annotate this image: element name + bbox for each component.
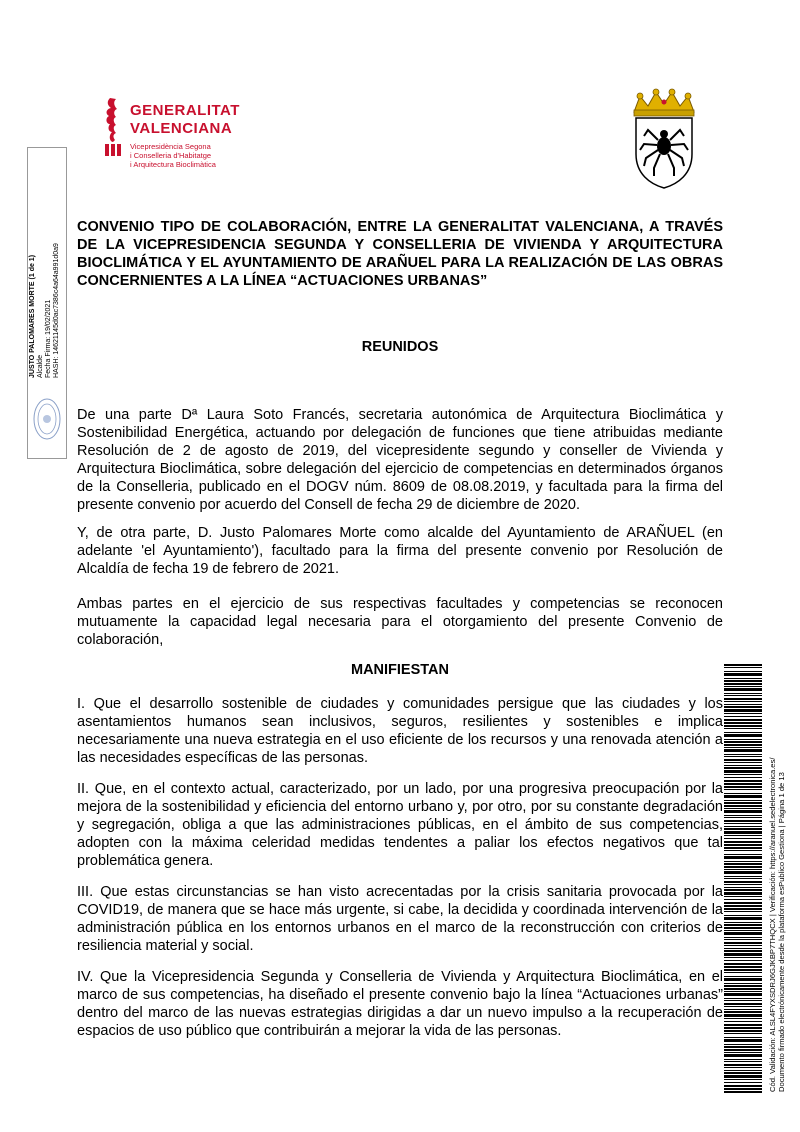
logo-subtitle-3: i Arquitectura Bioclimàtica [130, 160, 216, 169]
paragraph: III. Que estas circunstancias se han visto acrecentadas por la crisis sanitaria provocada por la COVID19, de manera que se hace más urgente, si cabe, la decidida y coordinada intervención de la administración pública en los entornos urbanos en el marco de la reconstrucción con criterios de resiliencia material y social. [77, 884, 723, 954]
paragraph: IV. Que la Vicepresidencia Segunda y Conselleria de Vivienda y Arquitectura Bioclimática, en el marco de sus competencias, ha diseñado el presente convenio bajo la línea “Actuaciones urbanas” dentro del marco de las nuevas estrategias dirigidas a dar un nuevo impulso a la recuperación de espacios de uso público que contribuirán a mejorar la vida de las personas. [77, 969, 723, 1039]
generalitat-logo [100, 96, 240, 176]
verification-line-2: Documento firmado electrónicamente desde la plataforma esPublico Gestiona | Página 1 de 13 [777, 772, 786, 1092]
signature-stamp [29, 128, 61, 378]
paragraph: Ambas partes en el ejercicio de sus respectivas facultades y competencias se reconocen mutuamente la capacidad legal necesaria para el otorgamiento del presente Convenio de colaboración, [77, 596, 723, 648]
paragraph: Y, de otra parte, D. Justo Palomares Morte como alcalde del Ayuntamiento de ARAÑUEL (en adelante 'el Ayuntamiento'), facultado para la firma del presente convenio por Resolución de Alcaldía de fecha 19 de febrero de 2021. [77, 525, 723, 577]
signature-hash: HASH: 14621145d0ac7386c4a64a991d0a9 [53, 243, 60, 378]
logo-subtitle-1: Vicepresidència Segona [130, 142, 211, 151]
logo-line-1: GENERALITAT [130, 102, 240, 119]
municipal-seal-icon [32, 394, 62, 444]
paragraph: De una parte Dª Laura Soto Francés, secretaria autonómica de Arquitectura Bioclimática y Sostenibilidad Energética, actuando por delegación de funciones que tiene atribuidas mediante Resolución de 2 de agosto de 2019, del vicepresidente segundo y conseller de Vivienda y Arquitectura Bioclimática, sobre delegación del ejercicio de competencias en determinados órganos de la Conselleria, publicado en el DOGV núm. 8609 de 08.08.2019, y facultada para la firma del presente convenio por acuerdo del Consell de fecha 29 de diciembre de 2020. [77, 407, 723, 513]
verification-line-1: Cód. Validación: ALSL4FYXSDRJ6GJKBP7THQCX | Verificación: https://aranuel.sedelectronica.es/ [768, 757, 777, 1092]
generalitat-mark-icon [100, 96, 126, 158]
signer-name: JUSTO PALOMARES MORTE (1 de 1) [29, 254, 36, 378]
barcode-icon [724, 664, 762, 1094]
signature-date: Fecha Firma: 19/02/2021 [45, 299, 52, 378]
logo-line-2: VALENCIANA [130, 120, 233, 137]
paragraph: I. Que el desarrollo sostenible de ciudades y comunidades persigue que las ciudades y los asentamientos humanos sean inclusivos, seguros, resilientes y sostenibles e implica necesariamente una nueva estrategia en el uso eficiente de los recursos y una renovada atención a las necesidades específicas de las personas. [77, 696, 723, 766]
section-heading-manifiestan: MANIFIESTAN [350, 662, 449, 678]
verification-note [768, 662, 786, 1092]
paragraph: II. Que, en el contexto actual, caracterizado, por un lado, por una progresiva preocupación por la mejora de la sostenibilidad y eficiencia del entorno urbano y, por otro, por su constante degradación y segregación, obliga a que las administraciones públicas, en el ámbito de sus competencias, adopten con la máxima celeridad medidas tendentes a paliar los efectos negativos que tal problemática genera. [77, 781, 723, 869]
section-heading-reunidos: REUNIDOS [361, 339, 439, 355]
signer-role: Alcalde [37, 355, 44, 378]
document-title: CONVENIO TIPO DE COLABORACIÓN, ENTRE LA GENERALITAT VALENCIANA, A TRAVÉS DE LA VICEPRESIDENCIA SEGUNDA Y CONSELLERIA DE VIVIENDA Y ARQUITECTURA BIOCLIMÁTICA Y EL AYUNTAMIENTO DE ARAÑUEL PARA LA REALIZACIÓN DE LAS OBRAS CONCERNIENTES A LA LÍNEA “ACTUACIONES URBANAS” [77, 219, 723, 289]
spider-crest-icon [624, 88, 704, 190]
logo-subtitle-2: i Conselleria d'Habitatge [130, 151, 212, 160]
